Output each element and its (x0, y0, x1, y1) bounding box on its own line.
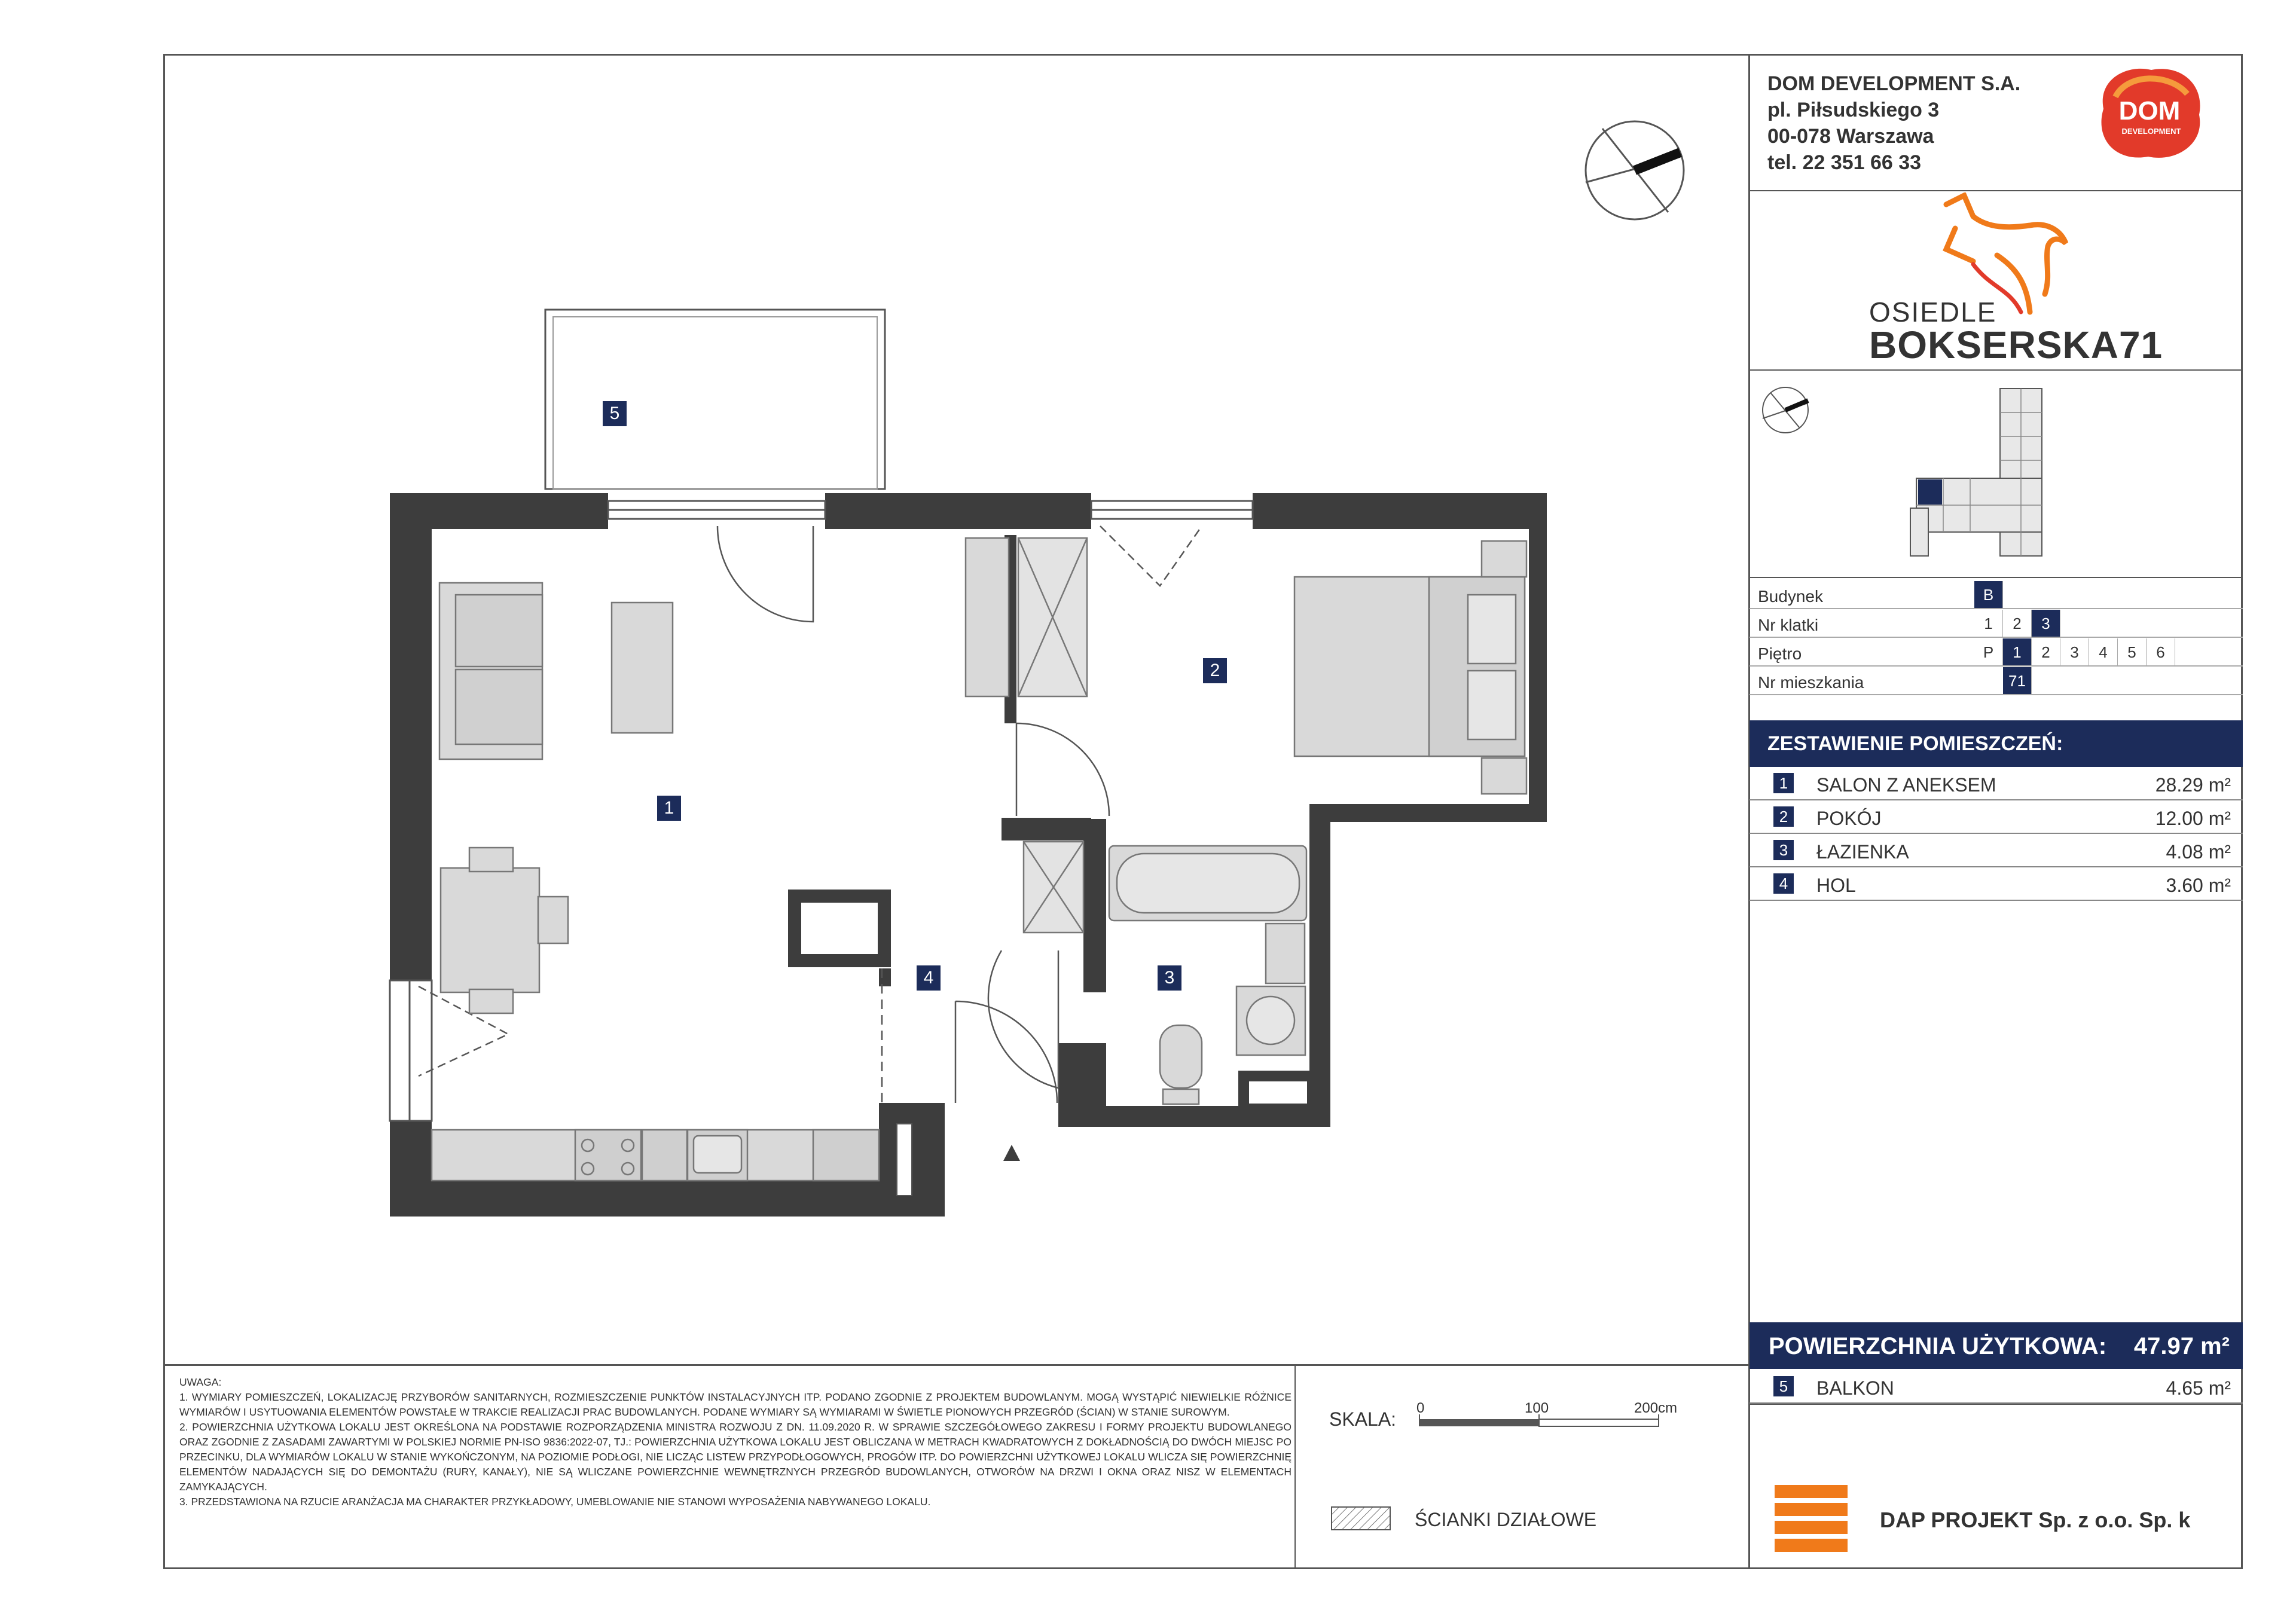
usable-area-value: 47.97 m² (2133, 1333, 2230, 1359)
building-outline (1910, 389, 2042, 556)
scale-tick-200: 200cm (1634, 1400, 1678, 1416)
room-row-area: 3.60 m² (2166, 875, 2231, 896)
room-row-area: 28.29 m² (2155, 774, 2231, 796)
scale-divider (1294, 1364, 1296, 1569)
title-block-rule-4 (1750, 1404, 2243, 1405)
stair-cell-3[interactable]: 3 (2032, 610, 2060, 637)
rooms-header (1750, 720, 2243, 767)
room-row-3 (1750, 834, 2243, 867)
dom-development-logo (2092, 61, 2208, 163)
room-tag-1: 1 (657, 796, 681, 821)
usable-area-label: POWIERZCHNIA UŻYTKOWA: (1769, 1333, 2107, 1359)
balcony-row (1750, 1370, 2243, 1404)
notes-block (179, 1375, 1292, 1509)
title-block-rule-2 (1750, 369, 2243, 371)
room-row-name: SALON Z ANEKSEM (1816, 774, 1996, 796)
floor-cell-5[interactable]: 5 (2118, 638, 2147, 666)
room-row-name: HOL (1816, 875, 1856, 896)
company-name: DOM DEVELOPMENT S.A. (1767, 72, 2021, 95)
rooms-header-text: ZESTAWIENIE POMIESZCZEŃ: (1767, 732, 2063, 755)
scale-label: SKALA: (1329, 1408, 1397, 1430)
balcony (545, 310, 885, 489)
scale-tick-0: 0 (1416, 1400, 1425, 1416)
room-row-num: 3 (1773, 840, 1794, 860)
title-block-rule-1 (1750, 190, 2243, 191)
room-tag-2: 2 (1203, 658, 1227, 683)
legend-label: ŚCIANKI DZIAŁOWE (1415, 1509, 1597, 1530)
floor-cell-6[interactable]: 6 (2147, 638, 2175, 666)
svg-text:DOM: DOM (2118, 96, 2181, 126)
balcony-row-name: BALKON (1816, 1377, 1894, 1399)
usable-area-band (1750, 1322, 2243, 1369)
room-row-name: POKÓJ (1816, 808, 1882, 829)
room-row-name: ŁAZIENKA (1816, 841, 1909, 863)
company-phone: tel. 22 351 66 33 (1767, 151, 1922, 174)
room-row-4 (1750, 867, 2243, 901)
room-tag-5: 5 (603, 401, 627, 426)
estate-name-line2 (1869, 323, 2163, 367)
selected-unit-marker (1918, 479, 1942, 505)
balcony-row-num: 5 (1773, 1376, 1794, 1396)
notes-title: UWAGA: (179, 1376, 222, 1388)
apartment-label: Nr mieszkania (1758, 673, 1864, 692)
notes-divider (163, 1364, 1750, 1366)
room-row-num: 1 (1773, 773, 1794, 793)
north-arrow-icon (1586, 121, 1684, 219)
company-street: pl. Piłsudskiego 3 (1767, 99, 1940, 121)
room-tag-3: 3 (1158, 965, 1181, 991)
title-block-rule-3 (1750, 577, 2243, 578)
room-row-area: 4.08 m² (2166, 841, 2231, 863)
floor-cell-2[interactable]: 2 (2032, 638, 2060, 666)
room-row-1 (1750, 767, 2243, 800)
apartment-cell-71[interactable]: 71 (2003, 667, 2032, 695)
grid-row-line (1750, 694, 2243, 695)
company-address (1767, 71, 2020, 176)
furniture (432, 538, 1526, 1181)
partition-wall-legend-icon (1331, 1506, 1391, 1530)
estate-number: 71 (2118, 323, 2163, 366)
building-label: Budynek (1758, 587, 1823, 606)
room-row-num: 4 (1773, 873, 1794, 894)
stair-cell-1[interactable]: 1 (1974, 610, 2003, 637)
room-row-2 (1750, 800, 2243, 834)
floor-label: Piętro (1758, 644, 1802, 663)
svg-text:DEVELOPMENT: DEVELOPMENT (2121, 127, 2181, 136)
room-tag-4: 4 (917, 965, 941, 991)
key-plan (1758, 377, 2057, 568)
room-row-area: 12.00 m² (2155, 808, 2231, 829)
company-city: 00-078 Warszawa (1767, 125, 1934, 148)
floor-cell-1[interactable]: 1 (2003, 638, 2032, 666)
estate-name-line1: OSIEDLE (1869, 297, 1997, 328)
floor-cell-3[interactable]: 3 (2060, 638, 2089, 666)
dap-projekt-logo (1775, 1485, 1848, 1552)
estate-name: BOKSERSKA (1869, 323, 2119, 366)
scale-tick-100: 100 (1525, 1400, 1549, 1416)
notes-item-1: 1. WYMIARY POMIESZCZEŃ, LOKALIZACJĘ PRZYBORÓW SANITARNYCH, ROZMIESZCZENIE PUNKTÓW INSTALACYJNYCH ITP. PODANO ZGODNIE Z PROJEKTEM BUDOWLANYM. MOGĄ WYSTĄPIĆ NIEWIELKIE RÓŻNICE WYMIARÓW I USYTUOWANIA ELEMENTÓW POWSTAŁE W TRAKCIE REALIZACJI PRAC BUDOWLANYCH. PODANE WYMIARY SĄ WYMIARAMI W ŚWIETLE PIONOWYCH PRZEGRÓD (ŚCIAN) W STANIE SUROWYM. (179, 1391, 1292, 1418)
designer-name: DAP PROJEKT Sp. z o.o. Sp. k (1880, 1508, 2191, 1532)
notes-item-3: 3. PRZEDSTAWIONA NA RZUCIE ARANŻACJA MA CHARAKTER PRZYKŁADOWY, UMEBLOWANIE NIE STANOWI WYPOSAŻENIA NABYWANEGO LOKALU. (179, 1496, 931, 1508)
building-cell-b[interactable]: B (1974, 581, 2003, 609)
floor-cell-4[interactable]: 4 (2089, 638, 2118, 666)
notes-item-2: 2. POWIERZCHNIA UŻYTKOWA LOKALU JEST OKREŚLONA NA PODSTAWIE ROZPORZĄDZENIA MINISTRA ROZWOJU Z DN. 11.09.2020 R. W SPRAWIE SZCZEGÓŁOWEGO ZAKRESU I FORMY PROJEKTU BUDOWLANEGO ORAZ ZGODNIE Z ZASADAMI ZAWARTYMI W POLSKIEJ NORMIE PN-ISO 9836:2022-07, TJ.: POWIERZCHNIA UŻYTKOWA LOKALU JEST OBLICZANA W METRACH KWADRATOWYCH Z DOKŁADNOŚCIĄ DO DWÓCH MIEJSC PO PRZECINKU, DLA WYMIARÓW LOKALU W STANIE WYKOŃCZONYM, NA POZIOMIE PODŁOGI, NIE LICZĄC LISTEW PRZYPODŁOGOWYCH, PROGÓW ITP. DO POWIERZCHNI UŻYTKOWEJ LOKALU WLICZA SIĘ POWIERZCHNIĘ ELEMENTÓW NADAJĄCYCH SIĘ DO DEMONTAŻU (RURY, KANAŁY), NIE SĄ WLICZANE POWIERZCHNIE WEWNĘTRZNYCH PRZEGRÓD BUDOWLANYCH, OTWORÓW NA DRZWI I OKNA ORAZ NISZ W ELEMENTACH ZAMYKAJĄCYCH. (179, 1421, 1292, 1493)
key-plan-compass-icon (1763, 387, 1808, 433)
balcony-row-area: 4.65 m² (2166, 1377, 2231, 1399)
stair-label: Nr klatki (1758, 616, 1819, 634)
room-row-num: 2 (1773, 806, 1794, 827)
stair-cell-2[interactable]: 2 (2003, 610, 2032, 637)
floor-cell-p[interactable]: P (1974, 638, 2003, 666)
